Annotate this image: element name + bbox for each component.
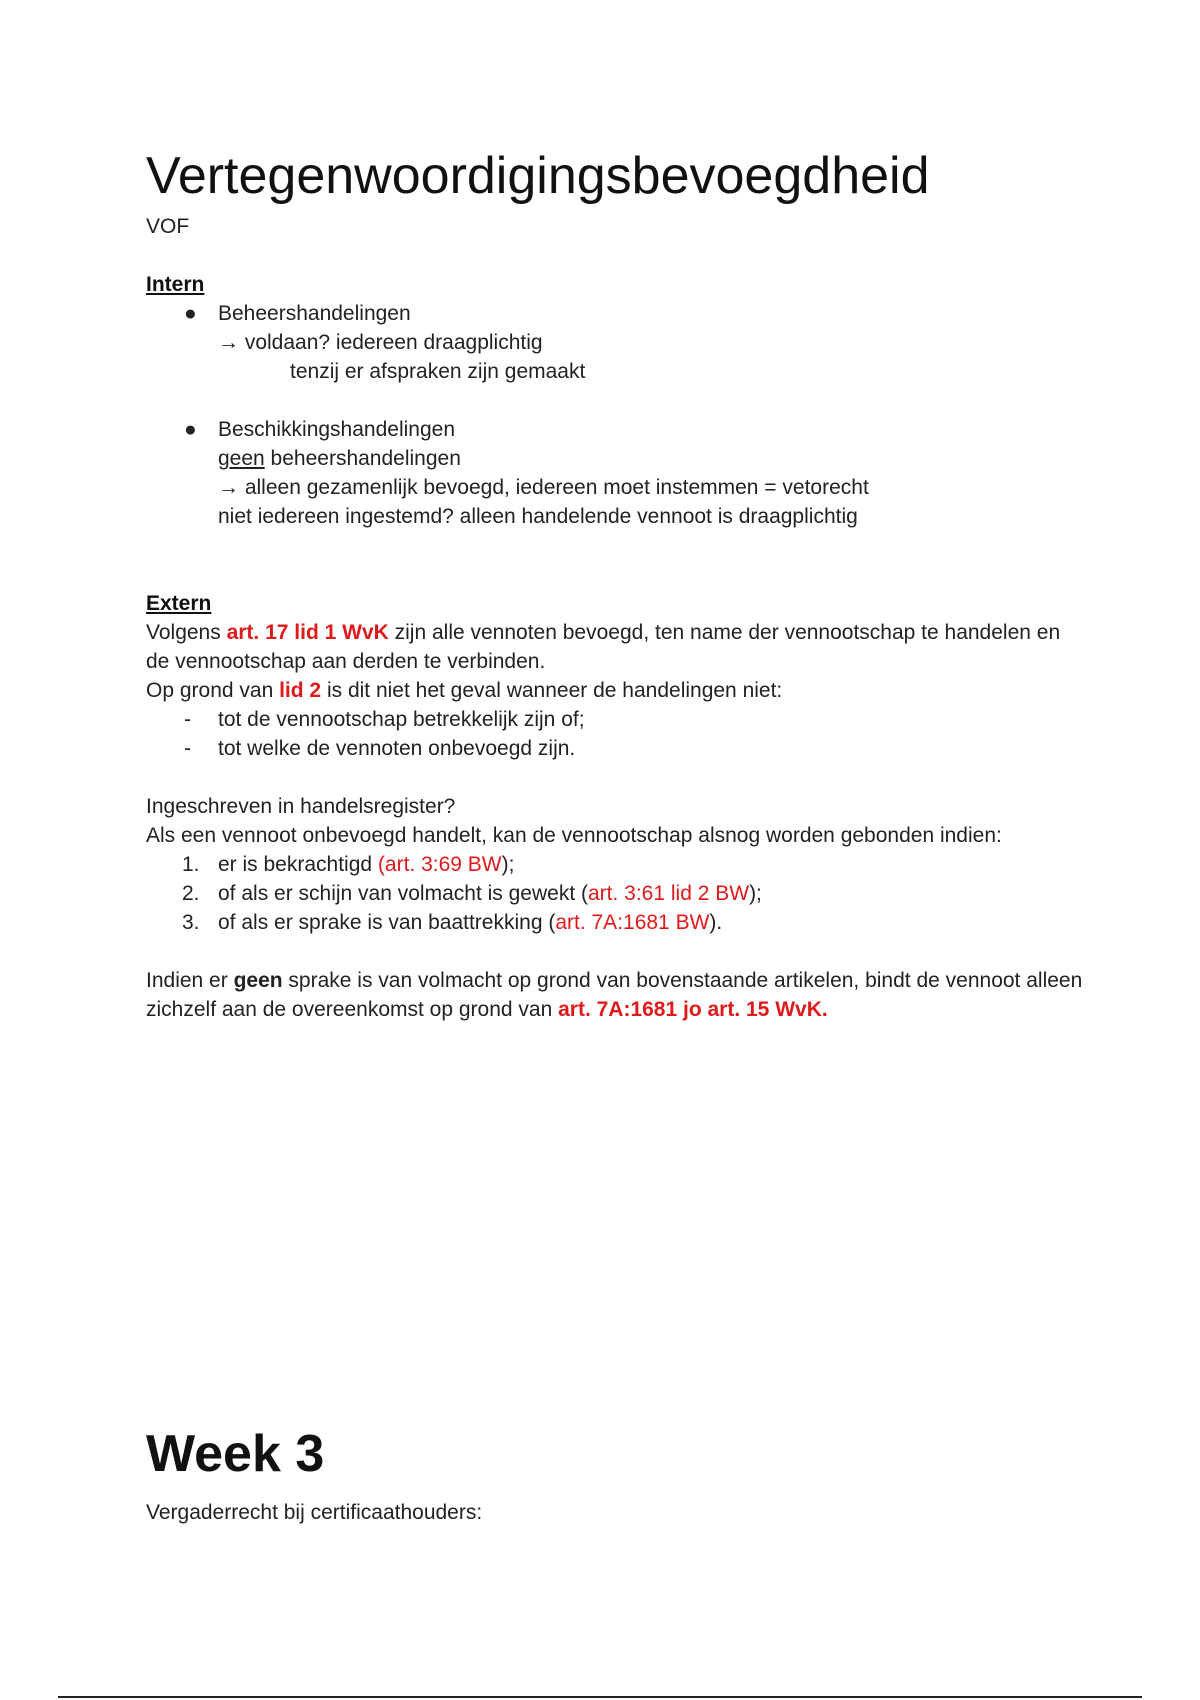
law-reference: art. 7A:1681 BW [555,911,710,934]
text-run: Indien er [146,969,234,992]
register-intro: Als een vennoot onbevoegd handelt, kan de vennootschap alsnog worden gebonden indien: [146,824,1002,847]
underlined-word: geen [218,447,265,470]
text-run: ). [709,911,723,934]
text-run: Volgens [146,621,227,644]
extern-paragraph-1 [146,618,1086,676]
numbered-item [146,879,1086,908]
intern-list [146,299,1086,531]
page-subtitle: VOF [146,215,190,238]
text-run: is dit niet het geval wanneer de handelingen niet: [321,679,783,702]
bottom-divider [58,1696,1142,1698]
numbered-list [146,850,1086,937]
item-number: 3. [182,911,200,934]
intern-item-title: Beschikkingshandelingen [218,418,455,441]
bold-word: geen [233,969,283,992]
dash-item-text: tot de vennootschap betrekkelijk zijn of; [218,708,585,731]
intern-item-beschikking [146,415,1086,531]
spacer [146,386,1086,415]
dash-icon: - [184,708,191,731]
dash-item [146,734,1086,763]
intern-item-line: tenzij er afspraken zijn gemaakt [290,360,586,383]
extern-paragraph-3 [146,966,1086,1024]
page-title: Vertegenwoordigingsbevoegdheid [146,147,930,205]
text-run: Op grond van [146,679,280,702]
intern-item-beheer [146,299,1086,386]
intern-item-line: niet iedereen ingestemd? alleen handelende vennoot is draagplichtig [218,505,858,528]
extern-heading: Extern [146,592,212,615]
intern-item-line: → alleen gezamenlijk bevoegd, iedereen moet instemmen = vetorecht [218,476,869,499]
extern-paragraph-2 [146,676,1086,705]
dash-item-text: tot welke de vennoten onbevoegd zijn. [218,737,576,760]
item-number: 2. [182,882,200,905]
law-reference: lid 2 [279,679,322,702]
text-run: zijn alle vennoten bevoegd, ten name der vennootschap te handelen en de vennootschap aan derden te verbinden. [146,621,1061,673]
numbered-item [146,908,1086,937]
law-reference: art. 7A:1681 jo art. 15 WvK. [558,998,828,1021]
intern-heading: Intern [146,273,205,296]
week-heading: Week 3 [146,1425,325,1483]
dash-item [146,705,1086,734]
text-run: of als er schijn van volmacht is gewekt ( [218,882,588,905]
law-reference: art. 17 lid 1 WvK [226,621,389,644]
law-reference: (art. 3:69 BW [377,853,502,876]
register-question: Ingeschreven in handelsregister? [146,795,456,818]
dash-icon: - [184,737,191,760]
numbered-item [146,850,1086,879]
week-text: Vergaderrecht bij certificaathouders: [146,1501,483,1524]
item-number: 1. [182,853,200,876]
bullet-icon: ● [184,302,197,325]
document-page [146,146,1086,1024]
intern-item-line: beheershandelingen [264,447,461,470]
text-run: ); [749,882,762,905]
law-reference: art. 3:61 lid 2 BW [587,882,750,905]
dash-list [146,705,1086,763]
text-run: ); [501,853,515,876]
intern-item-line: → voldaan? iedereen draagplichtig [218,331,543,354]
text-run: of als er sprake is van baattrekking ( [218,911,556,934]
text-run: er is bekrachtigd [218,853,378,876]
intern-item-title: Beheershandelingen [218,302,411,325]
text-run: sprake is van volmacht op grond van bovenstaande artikelen, bindt de vennoot alleen zichzelf aan de overeenkomst op grond van [146,969,1083,1021]
bullet-icon: ● [184,418,197,441]
